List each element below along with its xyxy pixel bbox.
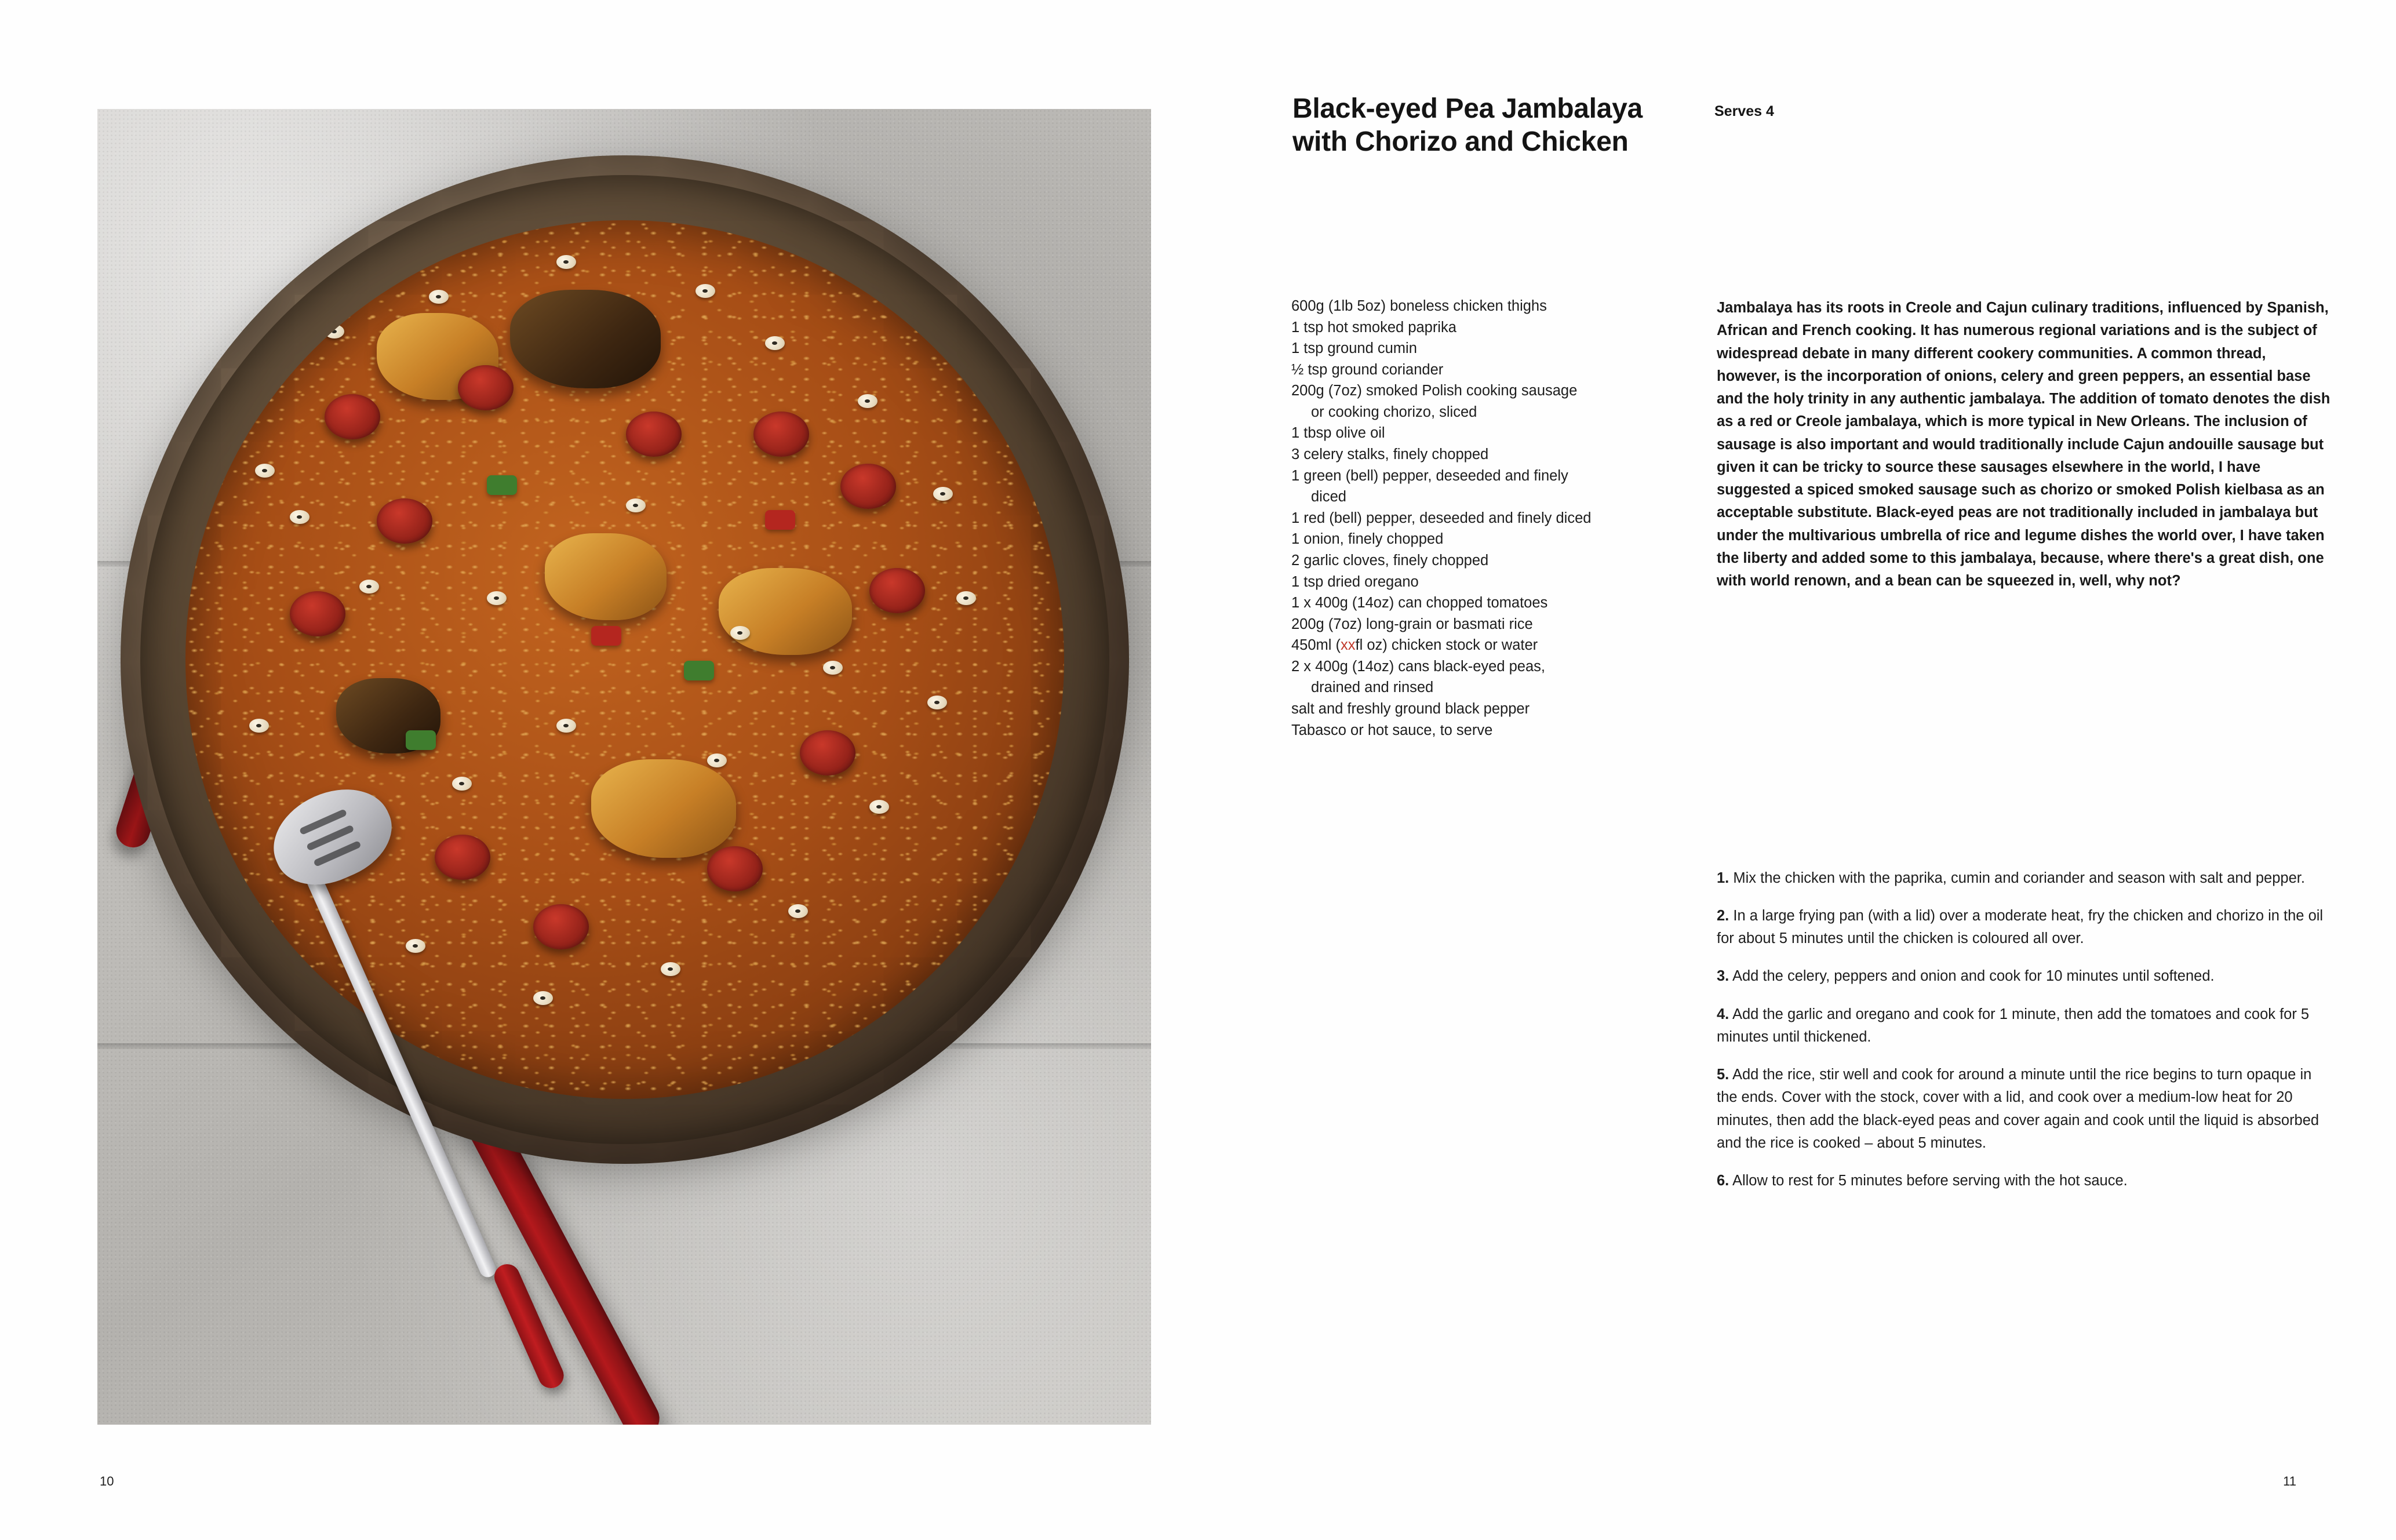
ingredient-line: salt and freshly ground black pepper xyxy=(1291,700,1530,717)
skillet-interior xyxy=(185,220,1064,1099)
ingredient-line: diced xyxy=(1311,489,1346,505)
black-eyed-pea xyxy=(956,591,976,605)
chorizo-slice xyxy=(800,730,855,776)
black-eyed-pea xyxy=(730,626,750,640)
black-eyed-pea xyxy=(556,719,576,733)
chorizo-slice xyxy=(325,394,380,439)
black-eyed-pea xyxy=(255,464,275,478)
green-pepper-dice xyxy=(487,475,517,495)
method-step: 1. Mix the chicken with the paprika, cumin and coriander and season with salt and pepper. xyxy=(1717,869,2305,886)
ingredient-line: 1 tsp ground cumin xyxy=(1291,340,1417,357)
black-eyed-pea xyxy=(249,719,269,733)
black-eyed-pea xyxy=(707,753,727,767)
folio-left: 10 xyxy=(100,1474,114,1488)
chorizo-slice xyxy=(290,591,345,636)
black-eyed-pea xyxy=(823,661,843,675)
chorizo-slice xyxy=(840,464,896,509)
method-step: 4. Add the garlic and oregano and cook for 1 minute, then add the tomatoes and cook for 5 minutes until thickened. xyxy=(1717,1006,2310,1045)
black-eyed-pea xyxy=(765,336,785,350)
ingredient-line: 1 x 400g (14oz) can chopped tomatoes xyxy=(1291,595,1548,611)
chorizo-slice xyxy=(458,365,514,410)
black-eyed-pea xyxy=(556,255,576,269)
black-eyed-pea xyxy=(359,580,379,594)
step-number: 6. xyxy=(1717,1173,1729,1189)
black-eyed-pea xyxy=(325,325,344,338)
black-eyed-pea xyxy=(533,991,553,1005)
black-eyed-pea xyxy=(869,800,889,814)
method-steps xyxy=(1717,852,2325,1207)
ingredient-line: 1 green (bell) pepper, deseeded and finely xyxy=(1291,467,1568,484)
recipe-introduction: Jambalaya has its roots in Creole and Cajun culinary traditions, influenced by Spanish, African and French cooking. It has numerous regional variations and is the subject of widespread debate in many different cookery communities. A common thread, however, is the incorporation of onions, celery and green peppers, an essential base and the holy trinity in any authentic jambalaya. The addition of tomato denotes the dish as a red or Creole jambalaya, which is more typical in New Orleans. The inclusion of sausage is also important and would traditionally include Cajun andouille sausage but given it can be tricky to source these sausages elsewhere in the world, I have suggested a spiced smoked sausage such as chorizo or smoked Polish kielbasa as an acceptable substitute. Black-eyed peas are not traditionally included in jambalaya but under the multivarious umbrella of rice and legume dishes the world over, I have taken the liberty and added some to this jambalaya, because, where there's a great dish, one with world renown, and a bean can be squeezed in, well, why not? xyxy=(1717,300,2331,589)
ingredient-line: or cooking chorizo, sliced xyxy=(1311,403,1477,420)
green-pepper-dice xyxy=(684,661,714,680)
chicken-piece xyxy=(719,568,852,655)
chicken-piece xyxy=(545,533,667,620)
chorizo-slice xyxy=(626,412,682,457)
ingredient-line: 3 celery stalks, finely chopped xyxy=(1291,446,1489,463)
chorizo-slice xyxy=(377,498,432,544)
chorizo-slice xyxy=(869,568,925,613)
green-pepper-dice xyxy=(406,730,436,750)
ingredient-line: Tabasco or hot sauce, to serve xyxy=(1291,722,1493,738)
ingredients-list xyxy=(1291,296,1697,741)
ingredient-line: drained and rinsed xyxy=(1311,679,1434,696)
method-step: 6. Allow to rest for 5 minutes before serving with the hot sauce. xyxy=(1717,1173,2128,1189)
black-eyed-pea xyxy=(927,696,947,709)
chicken-piece xyxy=(510,290,661,388)
ingredient-line: 1 onion, finely chopped xyxy=(1291,531,1444,548)
red-pepper-dice xyxy=(591,626,621,646)
method-step: 2. In a large frying pan (with a lid) over a moderate heat, fry the chicken and chorizo in the oil for about 5 minutes until the chicken is coloured all over. xyxy=(1717,907,2324,947)
step-number: 1. xyxy=(1717,869,1729,886)
black-eyed-pea xyxy=(429,290,449,304)
black-eyed-pea xyxy=(933,487,953,501)
ingredient-line: 1 tbsp olive oil xyxy=(1291,425,1385,442)
step-number: 2. xyxy=(1717,907,1729,924)
chicken-piece xyxy=(591,759,736,858)
black-eyed-pea xyxy=(290,510,309,524)
ingredient-line: 1 tsp dried oregano xyxy=(1291,573,1419,590)
black-eyed-pea xyxy=(626,498,646,512)
chorizo-slice xyxy=(435,835,490,880)
red-pepper-dice xyxy=(765,510,795,530)
black-eyed-pea xyxy=(452,777,472,791)
recipe-title: Black-eyed Pea Jambalaya with Chorizo and Chicken xyxy=(1292,93,1643,157)
black-eyed-pea xyxy=(858,394,877,408)
folio-right: 11 xyxy=(2283,1474,2296,1488)
ingredient-line: 200g (7oz) long-grain or basmati rice xyxy=(1291,616,1533,632)
serves-label: Serves 4 xyxy=(1714,103,1774,119)
ingredient-line: 450ml (xxfl oz) chicken stock or water xyxy=(1291,637,1538,654)
black-eyed-pea xyxy=(406,939,425,953)
ingredient-line: 2 x 400g (14oz) cans black-eyed peas, xyxy=(1291,658,1546,675)
chorizo-slice xyxy=(533,904,589,949)
recipe-photo xyxy=(97,109,1151,1425)
step-number: 3. xyxy=(1717,968,1729,985)
chorizo-slice xyxy=(753,412,809,457)
ingredient-line: 2 garlic cloves, finely chopped xyxy=(1291,552,1489,569)
skillet xyxy=(121,155,1129,1164)
placeholder-measure: xx xyxy=(1341,637,1356,654)
method-step: 5. Add the rice, stir well and cook for around a minute until the rice begins to turn opaque in the ends. Cover with the stock, cover with a lid, and cook over a medium-low heat for 20 minutes, then add the black-eyed peas and cover again and cook until the liquid is absorbed and the rice is cooked – about 5 minutes. xyxy=(1717,1066,2319,1151)
ingredient-line: 200g (7oz) smoked Polish cooking sausage xyxy=(1291,383,1578,399)
ingredient-line: 600g (1lb 5oz) boneless chicken thighs xyxy=(1291,298,1547,314)
black-eyed-pea xyxy=(661,962,680,976)
black-eyed-pea xyxy=(487,591,507,605)
black-eyed-pea xyxy=(788,904,808,918)
step-number: 4. xyxy=(1717,1006,1729,1022)
method-step: 3. Add the celery, peppers and onion and cook for 10 minutes until softened. xyxy=(1717,968,2215,985)
chorizo-slice xyxy=(707,846,763,891)
black-eyed-pea xyxy=(696,284,715,298)
ingredient-line: 1 tsp hot smoked paprika xyxy=(1291,319,1456,336)
step-number: 5. xyxy=(1717,1066,1729,1083)
ingredient-line: 1 red (bell) pepper, deseeded and finely diced xyxy=(1291,509,1592,526)
ingredient-line: ½ tsp ground coriander xyxy=(1291,361,1444,378)
